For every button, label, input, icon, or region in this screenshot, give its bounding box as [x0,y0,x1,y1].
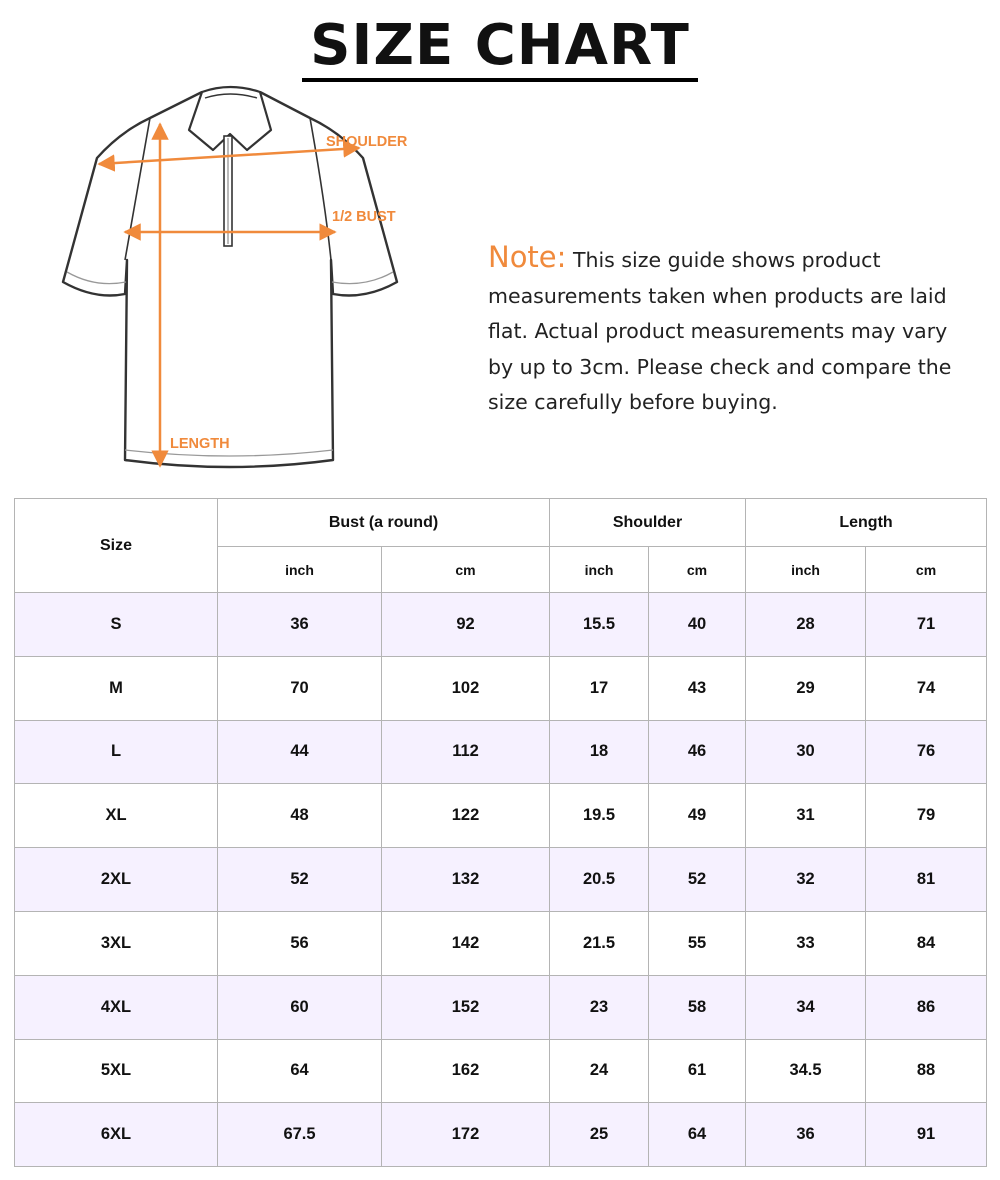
length-inch-cell: 28 [746,593,866,657]
table-row [15,593,987,657]
shoulder-cm-cell: 40 [649,593,746,657]
size-cell: XL [15,784,218,848]
shoulder-label: SHOULDER [326,134,408,150]
bust-inch-cell: 67.5 [218,1103,382,1167]
bust-label: 1/2 BUST [332,209,396,225]
shoulder-inch-cell: 21.5 [550,911,649,975]
note-label: Note: [488,240,567,274]
size-table [14,498,987,1167]
bust-cm-cell: 102 [382,656,550,720]
unit-header: inch [218,547,382,593]
page-title: SIZE CHART [302,14,698,82]
shoulder-cm-cell: 55 [649,911,746,975]
shoulder-cm-cell: 46 [649,720,746,784]
length-inch-cell: 32 [746,848,866,912]
bust-inch-cell: 48 [218,784,382,848]
shoulder-inch-cell: 25 [550,1103,649,1167]
bust-cm-cell: 122 [382,784,550,848]
header-row-groups [15,499,987,547]
shoulder-cm-cell: 52 [649,848,746,912]
bust-cm-cell: 172 [382,1103,550,1167]
size-cell: 3XL [15,911,218,975]
table-row [15,1039,987,1103]
unit-header: inch [550,547,649,593]
length-inch-cell: 29 [746,656,866,720]
shoulder-inch-cell: 19.5 [550,784,649,848]
shoulder-cm-cell: 49 [649,784,746,848]
bust-inch-cell: 64 [218,1039,382,1103]
length-inch-cell: 36 [746,1103,866,1167]
size-header: Size [15,499,218,593]
size-cell: 2XL [15,848,218,912]
table-row [15,720,987,784]
length-cm-cell: 91 [866,1103,987,1167]
note-text: This size guide shows product measurements taken when products are laid flat. Actual product measurements may vary by up to 3cm. Please check and compare the size carefully before buying. [488,248,952,414]
shoulder-inch-cell: 18 [550,720,649,784]
shoulder-cm-cell: 43 [649,656,746,720]
bust-inch-cell: 44 [218,720,382,784]
unit-header: cm [649,547,746,593]
shirt-diagram [55,82,415,482]
note-block [488,240,958,421]
size-cell: 6XL [15,1103,218,1167]
bust-inch-cell: 56 [218,911,382,975]
length-cm-cell: 74 [866,656,987,720]
table-row [15,848,987,912]
size-cell: 4XL [15,975,218,1039]
size-cell: 5XL [15,1039,218,1103]
bust-cm-cell: 112 [382,720,550,784]
bust-inch-cell: 60 [218,975,382,1039]
length-cm-cell: 81 [866,848,987,912]
shoulder-inch-cell: 20.5 [550,848,649,912]
shoulder-cm-cell: 61 [649,1039,746,1103]
size-cell: M [15,656,218,720]
length-inch-cell: 31 [746,784,866,848]
table-row [15,656,987,720]
shoulder-inch-cell: 23 [550,975,649,1039]
table-row [15,784,987,848]
size-cell: L [15,720,218,784]
bust-cm-cell: 152 [382,975,550,1039]
length-cm-cell: 88 [866,1039,987,1103]
length-cm-cell: 71 [866,593,987,657]
unit-header: cm [866,547,987,593]
bust-inch-cell: 52 [218,848,382,912]
length-inch-cell: 34.5 [746,1039,866,1103]
shoulder-cm-cell: 64 [649,1103,746,1167]
unit-header: inch [746,547,866,593]
length-cm-cell: 84 [866,911,987,975]
length-inch-cell: 33 [746,911,866,975]
length-cm-cell: 76 [866,720,987,784]
table-row [15,975,987,1039]
title-wrapper [0,14,1000,82]
length-label: LENGTH [170,436,230,452]
bust-cm-cell: 132 [382,848,550,912]
shoulder-header: Shoulder [550,499,746,547]
length-cm-cell: 79 [866,784,987,848]
shoulder-inch-cell: 15.5 [550,593,649,657]
bust-inch-cell: 70 [218,656,382,720]
table-row [15,911,987,975]
length-inch-cell: 34 [746,975,866,1039]
bust-cm-cell: 142 [382,911,550,975]
length-inch-cell: 30 [746,720,866,784]
bust-cm-cell: 92 [382,593,550,657]
size-cell: S [15,593,218,657]
shoulder-inch-cell: 24 [550,1039,649,1103]
length-cm-cell: 86 [866,975,987,1039]
bust-cm-cell: 162 [382,1039,550,1103]
shoulder-cm-cell: 58 [649,975,746,1039]
bust-inch-cell: 36 [218,593,382,657]
shoulder-inch-cell: 17 [550,656,649,720]
length-header: Length [746,499,987,547]
table-row [15,1103,987,1167]
unit-header: cm [382,547,550,593]
bust-header: Bust (a round) [218,499,550,547]
